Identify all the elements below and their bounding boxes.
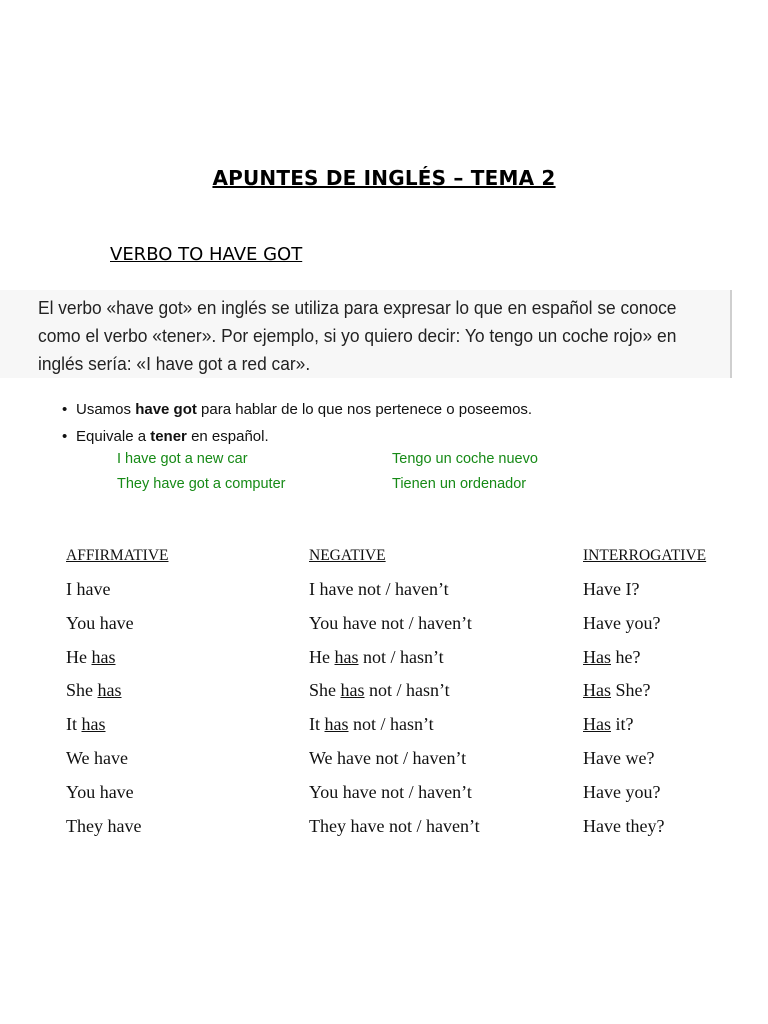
- intro-line: como el verbo «tener». Por ejemplo, si yo quiero decir: Yo tengo un coche rojo» en: [38, 326, 677, 346]
- example-english: I have got a new car: [117, 451, 248, 467]
- intro-line: inglés sería: «I have got a red car».: [38, 354, 311, 374]
- affirmative-cell: They have: [66, 815, 142, 836]
- interrogative-cell: Have you?: [583, 781, 661, 802]
- interrogative-cell: Has he?: [583, 646, 641, 667]
- interrogative-column: [583, 545, 706, 845]
- affirmative-cell: We have: [66, 747, 129, 768]
- interrogative-cell: Have we?: [583, 747, 655, 768]
- interrogative-cell: Has She?: [583, 680, 651, 701]
- affirmative-header: AFFIRMATIVE: [66, 547, 169, 564]
- negative-cell: It has not / hasn’t: [309, 714, 434, 735]
- negative-cell: She has not / hasn’t: [309, 680, 450, 701]
- negative-column: [309, 545, 480, 845]
- bullet-item: • Usamos have got para hablar de lo que nos pertenece o poseemos.: [62, 398, 532, 425]
- affirmative-cell: You have: [66, 781, 134, 802]
- negative-cell: They have not / haven’t: [309, 815, 480, 836]
- interrogative-header: INTERROGATIVE: [583, 547, 707, 564]
- example-row: [117, 451, 617, 476]
- affirmative-cell: I have: [66, 579, 111, 599]
- bullet-icon: •: [62, 428, 68, 445]
- example-english: They have got a computer: [117, 476, 286, 492]
- affirmative-cell: You have: [66, 612, 134, 633]
- negative-cell: He has not / hasn’t: [309, 646, 444, 667]
- intro-line: El verbo «have got» en inglés se utiliza para expresar lo que en español se conoce: [38, 298, 677, 318]
- bullet-icon: •: [62, 401, 68, 418]
- page-title: APUNTES DE INGLÉS – TEMA 2: [212, 166, 556, 190]
- bullet-list: [62, 398, 532, 452]
- example-row: [117, 476, 617, 501]
- section-heading: VERBO TO HAVE GOT: [110, 244, 303, 265]
- negative-header: NEGATIVE: [309, 547, 386, 564]
- affirmative-cell: He has: [66, 646, 116, 667]
- negative-cell: I have not / haven’t: [309, 579, 449, 599]
- interrogative-cell: Have they?: [583, 815, 665, 836]
- affirmative-column: [66, 545, 168, 845]
- example-spanish: Tienen un ordenador: [392, 476, 527, 492]
- bullet-item: • Equivale a tener en español.: [62, 425, 532, 452]
- interrogative-cell: Have I?: [583, 579, 640, 599]
- negative-cell: We have not / haven’t: [309, 747, 467, 768]
- example-spanish: Tengo un coche nuevo: [392, 451, 538, 467]
- affirmative-cell: It has: [66, 714, 106, 735]
- negative-cell: You have not / haven’t: [309, 612, 472, 633]
- examples: [117, 451, 617, 501]
- intro-paragraph: [38, 294, 728, 378]
- interrogative-cell: Have you?: [583, 612, 661, 633]
- affirmative-cell: She has: [66, 680, 122, 701]
- negative-cell: You have not / haven’t: [309, 781, 472, 802]
- interrogative-cell: Has it?: [583, 714, 634, 735]
